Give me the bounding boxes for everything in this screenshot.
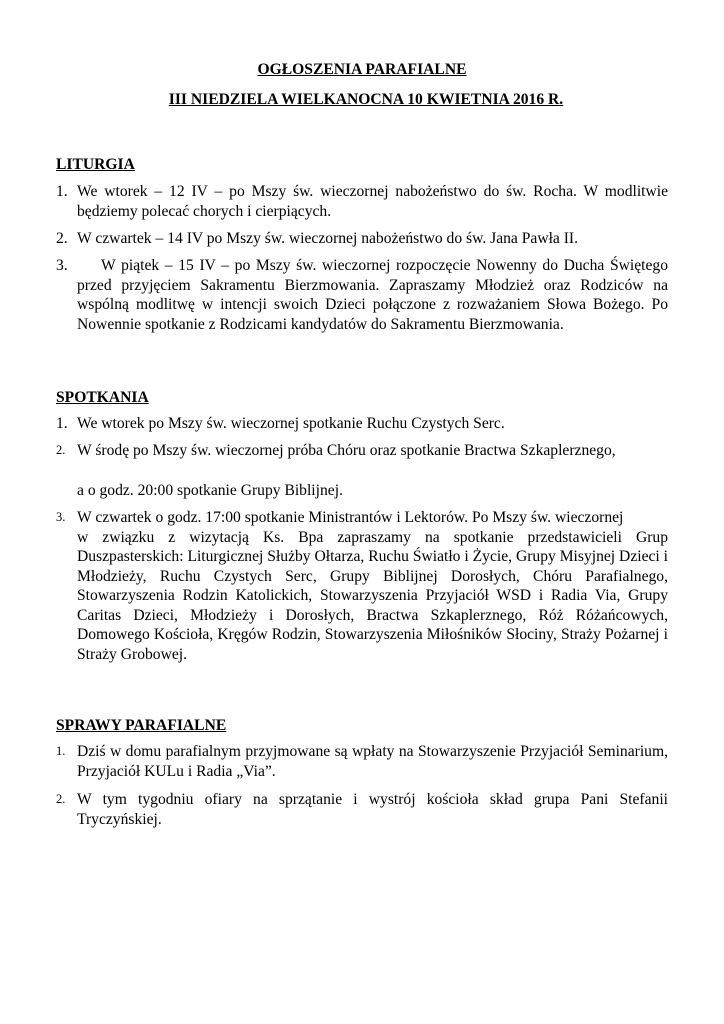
item-text: W czwartek o godz. 17:00 spotkanie Ministrantów i Lektorów. Po Mszy św. wieczornej	[77, 509, 624, 526]
list-item	[56, 508, 668, 664]
page-subtitle	[4, 90, 724, 110]
item-text: W tym tygodniu ofiary na sprzątanie i wystrój kościoła skład grupa Pani Stefanii Tryczyńskiej.	[77, 791, 668, 828]
item-number: 2.	[56, 792, 66, 806]
page-title: OGŁOSZENIA PARAFIALNE	[257, 61, 467, 78]
item-number: 2.	[56, 443, 66, 457]
list-item	[56, 441, 668, 500]
list-item	[56, 414, 668, 434]
item-number: 1.	[56, 744, 66, 758]
item-text: W środę po Mszy św. wieczornej próba Chóru oraz spotkanie Bractwa Szkaplerznego,	[77, 442, 616, 459]
item-text: We wtorek po Mszy św. wieczornej spotkanie Ruchu Czystych Serc.	[77, 415, 505, 432]
list-item	[56, 256, 668, 334]
item-number: 1.	[56, 183, 68, 200]
page-subtitle-dot: .	[559, 91, 564, 108]
list-item	[56, 790, 668, 829]
item-text-continued: w związku z wizytacją Ks. Bpa zapraszamy na spotkanie przedstawicieli Grup Duszpasterskich: Liturgicznej Służby Ołtarza, Ruchu Światło i Życie, Grupy Misyjnej Dzieci i Młodzieży, Ruchu Czystych Serc, Grupy Biblijnej Dorosłych, Chóru Parafialnego, Stowarzyszenia Rodzin Katolickich, Stowarzyszenia Przyjaciół WSD i Radia Via, Grupy Caritas Dzieci, Młodzieży i Dorosłych, Bractwa Szkaplerznego, Róż Różańcowych, Domowego Kościoła, Kręgów Rodzin, Stowarzyszenia Miłośników Słociny, Straży Pożarnej i Straży Grobowej.	[77, 528, 668, 663]
section-title-spotkania: SPOTKANIA	[56, 389, 149, 406]
item-number: 3.	[56, 257, 68, 274]
item-text: W piątek – 15 IV – po Mszy św. wieczornej rozpoczęcie Nowenny do Ducha Świętego przed przyjęciem Sakramentu Bierzmowania. Zapraszamy Młodzież oraz Rodziców na wspólną modlitwę w intencji swoich Dzieci połączone z rozważaniem Słowa Bożego. Po Nowennie spotkanie z Rodzicami kandydatów do Sakramentu Bierzmowania.	[77, 257, 668, 333]
item-number: 1.	[56, 415, 68, 432]
page-subtitle-text: III NIEDZIELA WIELKANOCNA 10 KWIETNIA 2016 R	[168, 91, 560, 108]
list-item	[56, 182, 668, 221]
item-text: W czwartek – 14 IV po Mszy św. wieczornej nabożeństwo do św. Jana Pawła II.	[77, 230, 579, 247]
item-text-continued: a o godz. 20:00 spotkanie Grupy Biblijnej.	[77, 481, 343, 499]
item-text: We wtorek – 12 IV – po Mszy św. wieczornej nabożeństwo do św. Rocha. W modlitwie będziemy polecać chorych i cierpiących.	[77, 183, 668, 220]
item-number: 3.	[56, 510, 66, 524]
list-item	[56, 229, 668, 249]
section-title-liturgia: LITURGIA	[56, 156, 135, 173]
item-text: Dziś w domu parafialnym przyjmowane są wpłaty na Stowarzyszenie Przyjaciół Seminarium, Przyjaciół KULu i Radia „Via”.	[77, 743, 668, 780]
section-title-sprawy-parafialne: SPRAWY PARAFIALNE	[56, 717, 227, 734]
list-item	[56, 742, 668, 781]
item-number: 2.	[56, 230, 68, 247]
